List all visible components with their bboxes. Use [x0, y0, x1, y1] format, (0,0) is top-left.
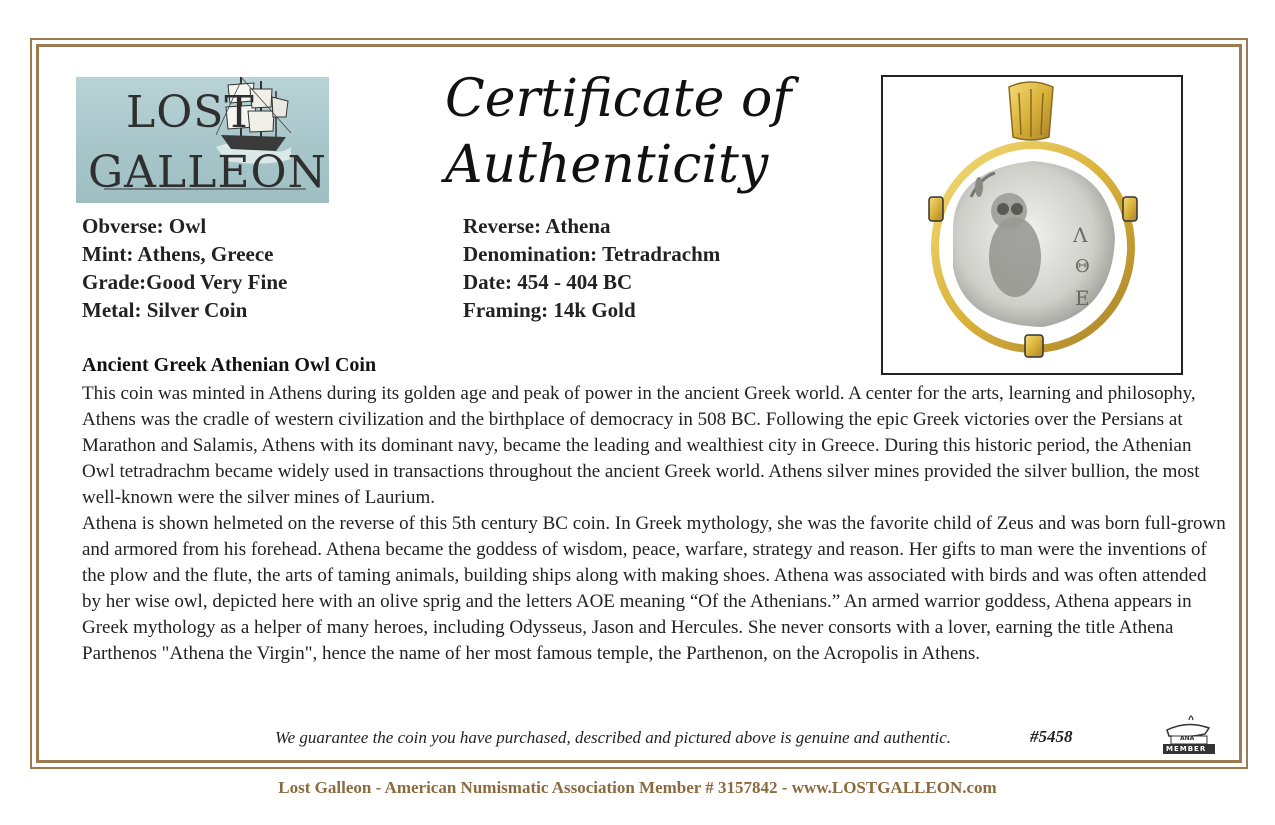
detail-mint: [82, 240, 287, 268]
detail-value: Tetradrachm: [602, 242, 721, 266]
description-paragraph-1: This coin was minted in Athens during its golden age and peak of power in the ancient Greek world. A center for the arts, learning and philosophy, Athens was the cradle of western civilization and the birthplace of democracy in 508 BC. Following the epic Greek victories over the Persians at Marathon and Salamis, Athens with its dominant navy, became the leading and wealthiest city in Greece. During this historic period, the Athenian Owl tetradrachm became widely used in transactions throughout the ancient Greek world. Athens silver mines provided the silver bullion, the most well-known were the silver mines of Laurium.: [82, 383, 1200, 508]
detail-label: Framing:: [463, 298, 549, 322]
detail-label: Denomination:: [463, 242, 598, 266]
detail-label: Obverse:: [82, 214, 164, 238]
detail-obverse: [82, 212, 287, 240]
detail-value: Owl: [168, 214, 207, 238]
description-body: [82, 381, 1227, 667]
ana-member-lamp-icon: [1153, 708, 1221, 756]
svg-text:Λ: Λ: [1073, 223, 1088, 247]
detail-value: Good Very Fine: [146, 270, 288, 294]
svg-text:Θ: Θ: [1075, 256, 1090, 277]
detail-value: Athena: [545, 214, 611, 238]
description-paragraph-2: Athena is shown helmeted on the reverse of this 5th century BC coin. In Greek mythology, she was the favorite child of Zeus and was born full-grown and armored from his forehead. Athena became the goddess of wisdom, peace, warfare, strategy and reason. Her gifts to man were the inventions of the plow and the flute, the arts of taming animals, building ships along with making shoes. Athena was associated with birds and was often attended by her wise owl, depicted here with an olive sprig and the letters AOE meaning “Of the Athenians.” An armed warrior goddess, Athena appears in Greek mythology as a helper of many heroes, including Odysseus, Jason and Hercules. She never consorts with a lover, earning the title Athena Parthenos "Athena the Virgin", hence the name of her most famous temple, the Parthenon, on the Acropolis in Athens.: [82, 513, 1226, 664]
ana-badge-bottom: MEMBER: [1166, 745, 1207, 753]
detail-date: [463, 268, 720, 296]
detail-value: Athens, Greece: [137, 242, 274, 266]
detail-grade: [82, 268, 287, 296]
detail-reverse: [463, 212, 720, 240]
detail-label: Grade:: [82, 270, 147, 294]
logo-text-galleon: GALLEON: [88, 147, 328, 198]
detail-label: Mint:: [82, 242, 134, 266]
lost-galleon-logo: [76, 77, 329, 203]
detail-value: Silver Coin: [146, 298, 248, 322]
logo-text-lost: LOST: [126, 87, 255, 138]
coin-pendant-icon: [883, 77, 1181, 373]
detail-value: 454 - 404 BC: [517, 270, 633, 294]
detail-label: Metal:: [82, 298, 142, 322]
detail-value: 14k Gold: [553, 298, 636, 322]
description-heading: Ancient Greek Athenian Owl Coin: [82, 354, 377, 376]
footer-text: Lost Galleon - American Numismatic Association Member # 3157842 - www.LOSTGALLEON.com: [278, 778, 997, 797]
guarantee-statement: We guarantee the coin you have purchased, described and pictured above is genuine and authentic.: [275, 728, 952, 747]
svg-text:Ε: Ε: [1075, 286, 1090, 310]
ana-badge-top: ANA: [1180, 735, 1195, 742]
detail-label: Date:: [463, 270, 512, 294]
detail-label: Reverse:: [463, 214, 542, 238]
title-line-1: Certificate of: [445, 69, 792, 129]
details-left: [82, 212, 287, 324]
detail-framing: [463, 296, 720, 324]
title-line-2: Authenticity: [445, 135, 769, 195]
coin-pendant-image: [881, 75, 1183, 375]
detail-metal: [82, 296, 287, 324]
certificate-title: [445, 66, 805, 198]
detail-denomination: [463, 240, 720, 268]
details-right: [463, 212, 720, 324]
certificate-number: #5458: [1030, 727, 1073, 746]
